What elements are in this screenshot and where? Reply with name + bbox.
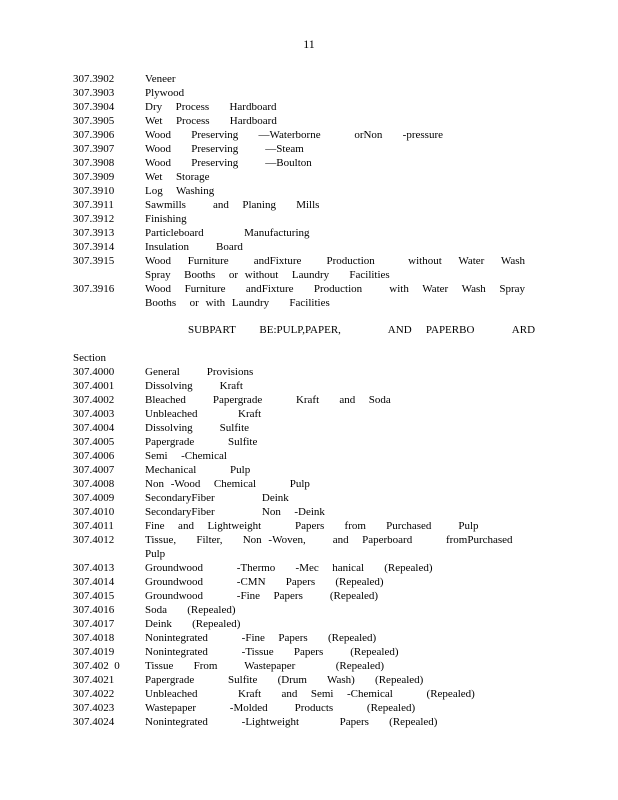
section-title: Non -Wood Chemical Pulp [145, 478, 310, 490]
section-number: 307.4017 [73, 618, 115, 630]
section-number: 307.4015 [73, 590, 115, 602]
section-title: Unbleached Kraft [145, 408, 262, 420]
section-row [73, 533, 560, 561]
section-title: Wood Preserving —Boulton [145, 157, 312, 169]
section-number: 307.4012 [73, 534, 115, 546]
section-title: Particleboard Manufacturing [145, 227, 310, 239]
section-title: Papergrade Sulfite [145, 436, 258, 448]
section-number: 307.4007 [73, 464, 115, 476]
subpart-be-section-list [73, 365, 560, 729]
section-title: Wet Storage [145, 171, 210, 183]
subpart-heading: SUBPART BE:PULP,PAPER, AND PAPERBO ARD [188, 324, 536, 336]
section-number: 307.4010 [73, 506, 115, 518]
section-title: Tissue From Wastepaper (Repealed) [145, 660, 384, 672]
section-number: 307.3907 [73, 143, 115, 155]
section-number: 307.3912 [73, 213, 115, 225]
section-row [73, 701, 543, 715]
section-title: Plywood [145, 87, 185, 99]
section-title: Dissolving Sulfite [145, 422, 250, 434]
section-number: 307.3911 [73, 199, 114, 211]
section-number: 307.4005 [73, 436, 115, 448]
section-title: Papergrade Sulfite (Drum Wash) (Repealed) [145, 674, 424, 686]
section-row [73, 561, 543, 575]
section-title: Insulation Board [145, 241, 243, 253]
section-title: Mechanical Pulp [145, 464, 251, 476]
section-title: Semi -Chemical [145, 450, 227, 462]
section-row [73, 156, 543, 170]
section-row [73, 226, 543, 240]
section-title: Bleached Papergrade Kraft and Soda [145, 394, 391, 406]
section-row [73, 142, 543, 156]
section-row [73, 114, 543, 128]
section-title: Finishing [145, 213, 187, 225]
section-number: 307.4009 [73, 492, 115, 504]
section-title: Wet Process Hardboard [145, 115, 277, 127]
section-row [73, 449, 543, 463]
section-row [73, 575, 543, 589]
section-row [73, 282, 543, 310]
section-row [73, 72, 543, 86]
section-row [73, 505, 543, 519]
section-row [73, 379, 543, 393]
section-number: 307.4008 [73, 478, 115, 490]
section-title: Dissolving Kraft [145, 380, 243, 392]
section-row [73, 240, 543, 254]
section-title: SecondaryFiber Deink [145, 492, 289, 504]
section-title: Wood Furniture andFixture Production with Water Wash Spray Booths or with Laundry Facilities [145, 283, 539, 309]
section-row [73, 198, 543, 212]
section-number: 307.4006 [73, 450, 115, 462]
section-number: 307.402 0 [73, 660, 120, 672]
section-number: 307.4023 [73, 702, 115, 714]
section-title: Log Washing [145, 185, 215, 197]
section-row [73, 659, 543, 673]
section-title: Nonintegrated -Tissue Papers (Repealed) [145, 646, 399, 658]
section-row [73, 421, 543, 435]
section-row [73, 407, 543, 421]
section-row [73, 365, 543, 379]
section-number: 307.4013 [73, 562, 115, 574]
section-row [73, 128, 543, 142]
section-title: Wood Preserving —Steam [145, 143, 304, 155]
section-title: Wood Preserving —Waterborne orNon -pressure [145, 129, 443, 141]
section-label: Section [73, 352, 106, 364]
section-title: Nonintegrated -Fine Papers (Repealed) [145, 632, 377, 644]
section-row [73, 463, 543, 477]
section-number: 307.4001 [73, 380, 115, 392]
section-number: 307.4019 [73, 646, 115, 658]
section-title: Groundwood -Fine Papers (Repealed) [145, 590, 379, 602]
section-number: 307.3910 [73, 185, 115, 197]
section-row [73, 687, 543, 701]
section-number: 307.3902 [73, 73, 115, 85]
section-row [73, 212, 543, 226]
section-row [73, 631, 543, 645]
section-number: 307.4014 [73, 576, 115, 588]
section-title: Tissue, Filter, Non -Woven, and Paperboard fromPurchased Pulp [145, 534, 560, 560]
section-row [73, 715, 543, 729]
section-title: Wood Furniture andFixture Production without Water Wash Spray Booths or without Laundry Facilities [145, 255, 539, 281]
section-row [73, 491, 543, 505]
section-title: Unbleached Kraft and Semi -Chemical (Repealed) [145, 688, 475, 700]
section-title: Deink (Repealed) [145, 618, 241, 630]
section-number: 307.3908 [73, 157, 115, 169]
section-row [73, 393, 543, 407]
section-title: Dry Process Hardboard [145, 101, 277, 113]
section-title: Groundwood -CMN Papers (Repealed) [145, 576, 384, 588]
section-row [73, 603, 543, 617]
section-number: 307.3914 [73, 241, 115, 253]
section-number: 307.3909 [73, 171, 115, 183]
section-row [73, 645, 543, 659]
section-number: 307.4021 [73, 674, 115, 686]
section-number: 307.3904 [73, 101, 115, 113]
section-row [73, 519, 543, 533]
section-row [73, 589, 543, 603]
section-number: 307.4016 [73, 604, 115, 616]
section-number: 307.3915 [73, 255, 115, 267]
section-number: 307.4024 [73, 716, 115, 728]
section-title: SecondaryFiber Non -Deink [145, 506, 325, 518]
section-number: 307.4011 [73, 520, 114, 532]
section-title: Veneer [145, 73, 176, 85]
section-title: Sawmills and Planing Mills [145, 199, 320, 211]
section-number: 307.3903 [73, 87, 115, 99]
section-row [73, 435, 543, 449]
section-row [73, 170, 543, 184]
section-title: General Provisions [145, 366, 254, 378]
section-number: 307.4004 [73, 422, 115, 434]
section-number: 307.3906 [73, 129, 115, 141]
section-row [73, 184, 543, 198]
section-row [73, 86, 543, 100]
section-title: Fine and Lightweight Papers from Purchased Pulp [145, 520, 479, 532]
section-title: Groundwood -Thermo -Mec hanical (Repealed) [145, 562, 433, 574]
section-number: 307.4003 [73, 408, 115, 420]
section-row [73, 477, 543, 491]
section-title: Wastepaper -Molded Products (Repealed) [145, 702, 416, 714]
section-number: 307.4000 [73, 366, 115, 378]
section-row [73, 617, 543, 631]
section-title: Nonintegrated -Lightweight Papers (Repealed) [145, 716, 438, 728]
section-number: 307.4002 [73, 394, 115, 406]
section-row [73, 100, 543, 114]
section-number: 307.3916 [73, 283, 115, 295]
subpart-a-section-list [73, 72, 543, 310]
section-number: 307.3913 [73, 227, 115, 239]
section-number: 307.4022 [73, 688, 115, 700]
section-title: Soda (Repealed) [145, 604, 236, 616]
section-row [73, 673, 543, 687]
section-number: 307.3905 [73, 115, 115, 127]
section-number: 307.4018 [73, 632, 115, 644]
section-row [73, 254, 543, 282]
page-number: 11 [303, 37, 315, 51]
